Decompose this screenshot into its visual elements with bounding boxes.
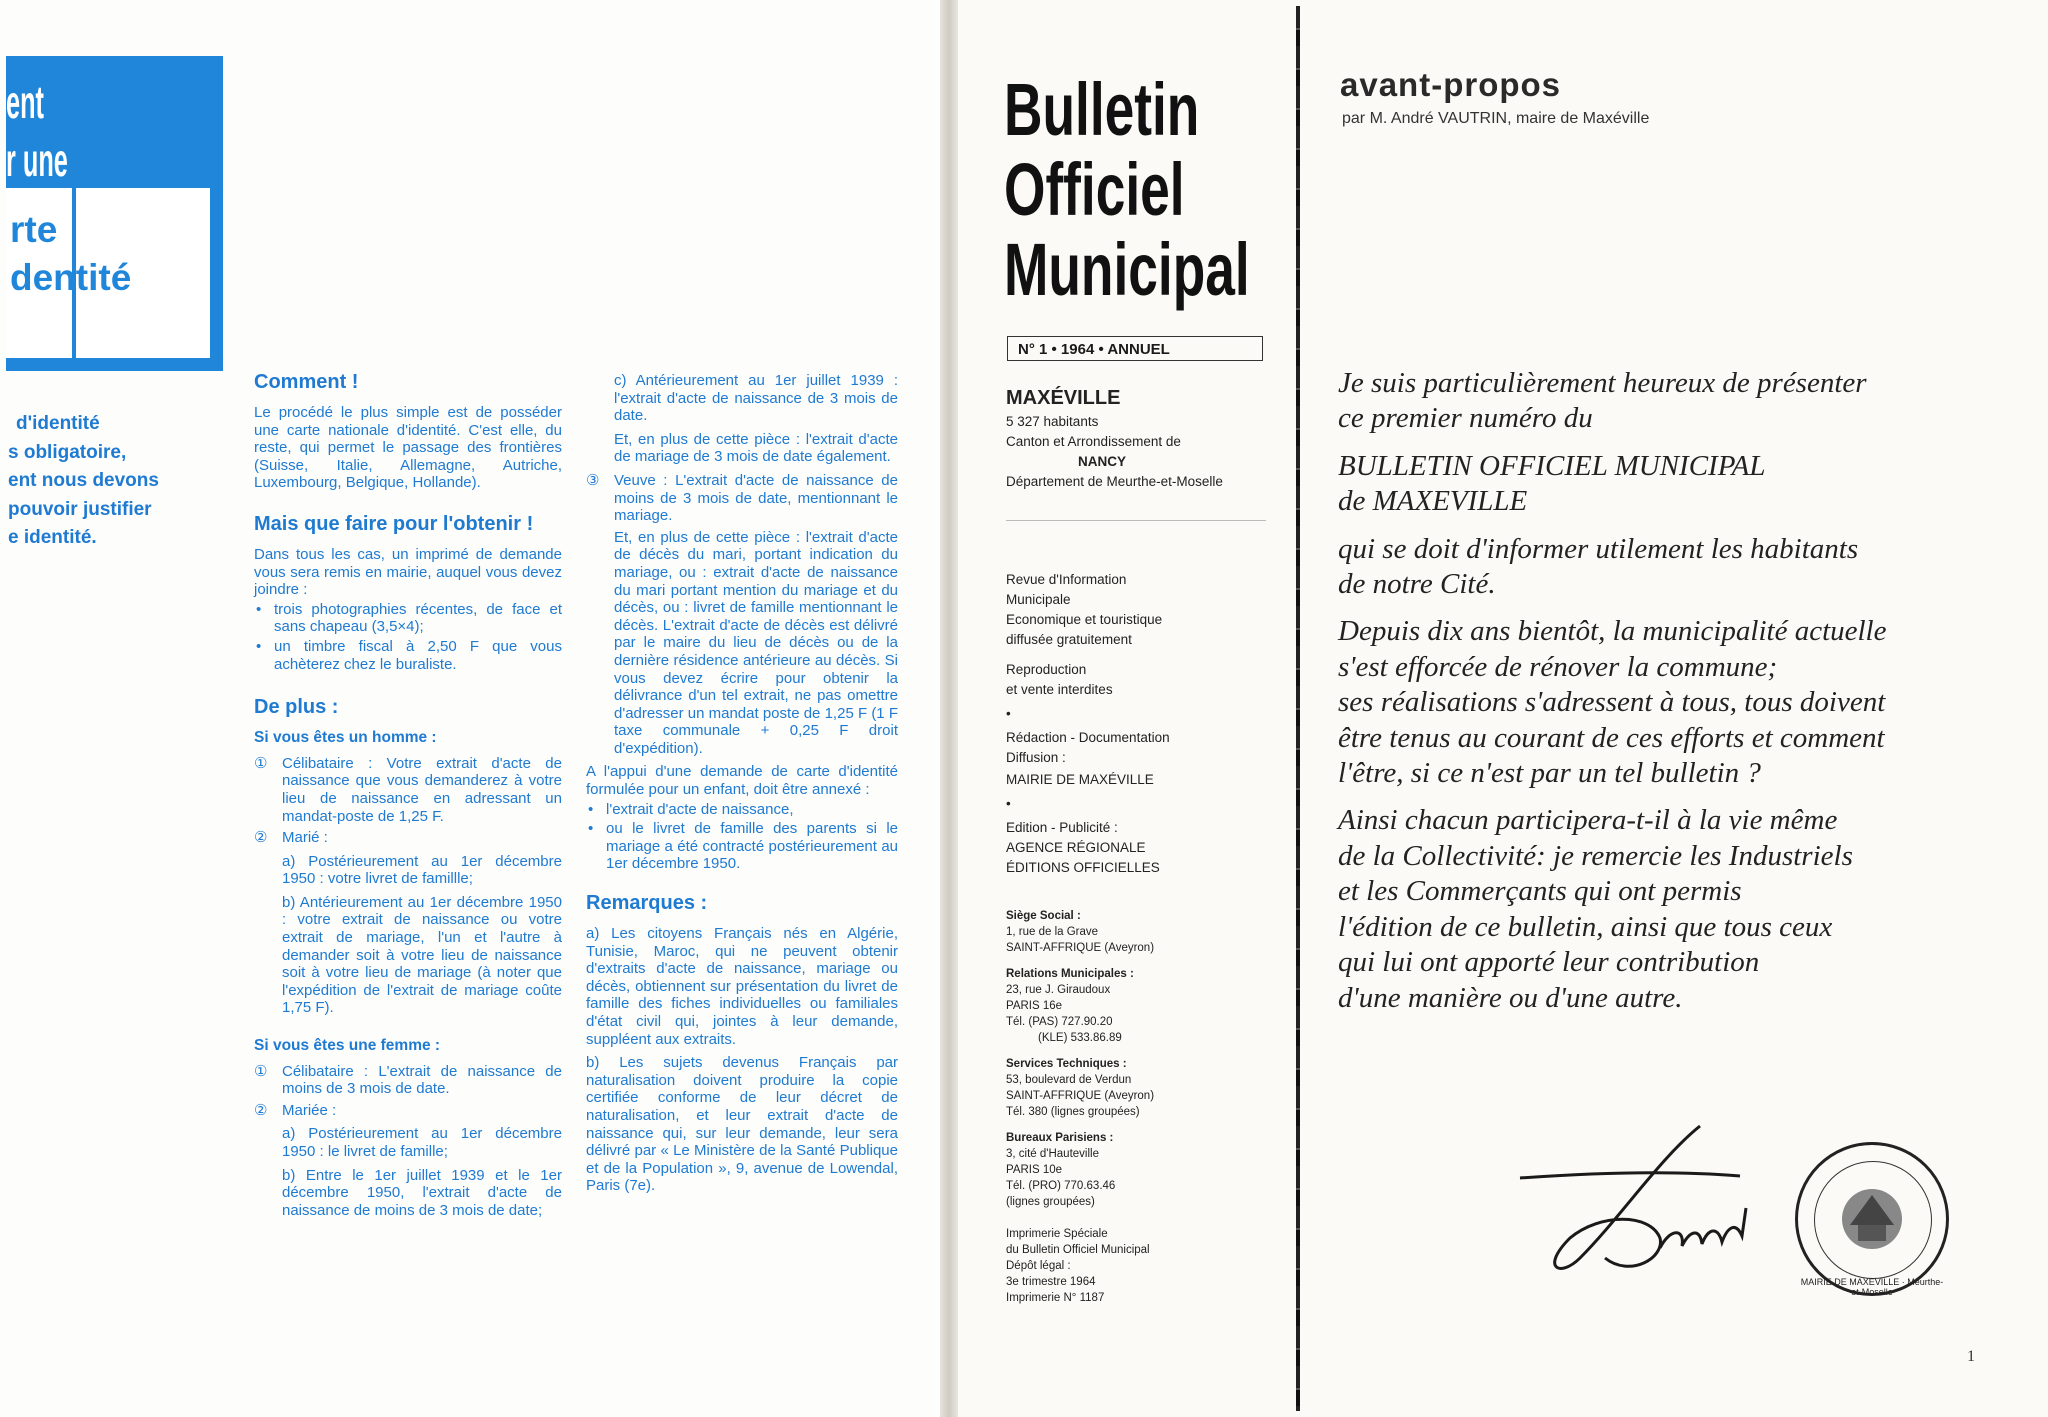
paragraph — [1338, 614, 1886, 791]
paragraph — [1338, 803, 1886, 1015]
block-line-2: r une — [6, 134, 68, 186]
info-line: et vente interdites — [1006, 682, 1113, 697]
addresses — [1006, 908, 1154, 1306]
address-line: Relations Municipales : — [1006, 968, 1134, 980]
address-line: Imprimerie Spéciale — [1006, 1228, 1108, 1240]
address-line: 3e trimestre 1964 — [1006, 1276, 1096, 1288]
info-line: ÉDITIONS OFFICIELLES — [1006, 860, 1160, 875]
article-column-1 — [254, 370, 562, 1225]
text-line: qui lui ont apporté leur contribution — [1338, 946, 1760, 979]
text-line: l'édition de ce bulletin, ainsi que tous ceux — [1338, 910, 1833, 943]
box-line-2: dentité — [10, 257, 132, 298]
address-line: PARIS 10e — [1006, 1164, 1063, 1176]
signature-icon — [1510, 1118, 1810, 1288]
sub-item: a) Postérieurement au 1er décembre 1950 : le livret de famille; — [282, 1125, 562, 1160]
mais-heading: Mais que faire pour l'obtenir ! — [254, 512, 534, 535]
address-line: Dépôt légal : — [1006, 1260, 1071, 1272]
masthead-line-2: Officiel — [1004, 148, 1185, 231]
address-line: (KLE) 533.86.89 — [1038, 1032, 1122, 1044]
address-line: du Bulletin Officiel Municipal — [1006, 1244, 1150, 1256]
address-line: SAINT-AFFRIQUE (Aveyron) — [1006, 1090, 1155, 1102]
address-line: Imprimerie N° 1187 — [1006, 1292, 1105, 1304]
vertical-rule — [1296, 6, 1300, 1411]
text-line: Ainsi chacun participera-t-il à la vie même — [1338, 804, 1838, 837]
plus-heading: De plus : — [254, 696, 339, 719]
info-line: Edition - Publicité : — [1006, 820, 1118, 835]
article-column-2 — [586, 372, 898, 1197]
masthead-line-1: Bulletin — [1004, 68, 1200, 151]
lead-line-2: s obligatoire, — [8, 441, 127, 463]
page-number: 1 — [1967, 1348, 1975, 1365]
town-line: Canton et Arrondissement de — [1006, 434, 1181, 449]
text-line: et les Commerçants qui ont permis — [1338, 875, 1742, 908]
text-line: qui se doit d'informer utilement les habitants — [1338, 532, 1859, 565]
address-line: 23, rue J. Giraudoux — [1006, 984, 1111, 996]
list-item: • trois photographies récentes, de face et sans chapeau (3,5×4); — [256, 600, 562, 636]
masthead — [1004, 70, 1250, 310]
info-line: Reproduction — [1006, 662, 1087, 677]
bullet-dot: • — [1006, 706, 1011, 721]
remarques-heading: Remarques : — [586, 892, 708, 915]
issue-box: N° 1 • 1964 • ANNUEL — [1007, 336, 1263, 361]
comment-heading: Comment ! — [254, 371, 359, 393]
text-line: Je suis particulièrement heureux de présenter — [1338, 367, 1867, 399]
avant-propos-title: avant-propos — [1340, 66, 1562, 103]
info-line: Diffusion : — [1006, 750, 1066, 765]
mairie-seal — [1795, 1142, 1949, 1296]
info-line: AGENCE RÉGIONALE — [1006, 840, 1146, 855]
address-line: Tél. (PAS) 727.90.20 — [1006, 1016, 1113, 1028]
seal-emblem-icon — [1798, 1145, 1946, 1293]
page-gutter — [940, 0, 958, 1417]
text-line: de MAXEVILLE — [1338, 485, 1528, 518]
masthead-line-3: Municipal — [1004, 228, 1250, 311]
publication-info — [1006, 570, 1170, 878]
address-line: SAINT-AFFRIQUE (Aveyron) — [1006, 942, 1155, 954]
list-item: • un timbre fiscal à 2,50 F que vous achèterez chez le buraliste. — [256, 637, 562, 673]
paragraph — [1338, 449, 1886, 520]
seal-text: MAIRIE DE MAXEVILLE · Meurthe-et-Moselle — [1800, 1277, 1944, 1297]
sub-item: c) Antérieurement au 1er juillet 1939 : l'extrait d'acte de naissance de 3 mois de date. — [614, 372, 898, 425]
list-item: ② Mariée : — [254, 1101, 337, 1119]
text-line: de la Collectivité: je remercie les Industriels — [1338, 839, 1853, 872]
paragraph — [1338, 366, 1886, 437]
divider — [1006, 520, 1266, 521]
text-line: s'est efforcée de rénover la commune; — [1338, 650, 1778, 683]
address-line: Bureaux Parisiens : — [1006, 1132, 1114, 1144]
lead-line-4: pouvoir justifier — [8, 498, 152, 520]
text-line: l'être, si ce n'est par un tel bulletin ? — [1338, 757, 1761, 790]
comment-text: Le procédé le plus simple est de posséder une carte nationale d'identité. C'est elle, du reste, qui permet le passage des frontières (Suisse, Italie, Allemagne, Autriche, Luxembourg, Belgique, Hollande). — [254, 404, 562, 492]
list-item: ③ Veuve : L'extrait d'acte de naissance de moins de 3 mois de date, mentionnant le mariage. — [586, 471, 898, 525]
text-line: ce premier numéro du — [1338, 402, 1593, 435]
list-item: • ou le livret de famille des parents si le mariage a été contracté postérieurement au 1er décembre 1950. — [588, 820, 898, 873]
address-line: Tél. 380 (lignes groupées) — [1006, 1106, 1140, 1118]
appui-text: A l'appui d'une demande de carte d'identité formulée pour un enfant, doit être annexé : — [586, 763, 898, 799]
town-line: 5 327 habitants — [1006, 414, 1099, 429]
homme-heading: Si vous êtes un homme : — [254, 729, 437, 747]
sub-item: b) Antérieurement au 1er décembre 1950 : votre extrait de naissance ou votre extrait de mariage, l'un et l'autre à demander soit à votre lieu de naissance soit à votre lieu de mariage (à noter que l'expédition de l'extrait de mariage coûte 1,75 F). — [282, 893, 562, 1017]
avant-propos-byline: par M. André VAUTRIN, maire de Maxéville — [1342, 110, 1650, 127]
bullet-dot: • — [1006, 796, 1011, 811]
paragraph — [1338, 532, 1886, 603]
info-line: diffusée gratuitement — [1006, 632, 1132, 647]
lead-line-1: d'identité — [16, 413, 100, 434]
text-line: être tenus au courant de ces efforts et comment — [1338, 721, 1885, 754]
sub-item: b) Entre le 1er juillet 1939 et le 1er décembre 1950, l'extrait d'acte de naissance de moins de 3 mois de date; — [282, 1166, 562, 1219]
text-line: ses réalisations s'adressent à tous, tous doivent — [1338, 686, 1886, 719]
lead-line-5: e identité. — [8, 527, 97, 548]
text-line: d'une manière ou d'une autre. — [1338, 981, 1683, 1014]
block-line-1: ent — [6, 76, 44, 128]
avant-propos-text — [1338, 366, 1886, 1028]
info-line: Municipale — [1006, 592, 1071, 607]
text-line: BULLETIN OFFICIEL MUNICIPAL — [1338, 449, 1766, 482]
remark-b: b) Les sujets devenus Français par naturalisation doivent produire la copie certifiée conforme de leur décret de naturalisation, et leur extrait d'acte de naissance qui, sur leur demande, leur sera délivré par « Le Ministère de la Santé Publique et de la Population », 9, avenue de Lowendal, Paris (7e). — [586, 1054, 898, 1195]
list-item: ① Célibataire : L'extrait de naissance de moins de 3 mois de date. — [254, 1062, 562, 1098]
mais-text: Dans tous les cas, un imprimé de demande vous sera remis en mairie, auquel vous devez joindre : — [254, 545, 562, 599]
left-page — [0, 0, 948, 1417]
lead-text — [8, 410, 159, 553]
info-line: Economique et touristique — [1006, 612, 1163, 627]
text-line: de notre Cité. — [1338, 568, 1496, 601]
list-item: • l'extrait d'acte de naissance, — [588, 800, 794, 818]
info-line: MAIRIE DE MAXÉVILLE — [1006, 772, 1154, 787]
info-line: Revue d'Information — [1006, 572, 1127, 587]
address-line: Services Techniques : — [1006, 1058, 1127, 1070]
address-line: 1, rue de la Grave — [1006, 926, 1099, 938]
sub-item: Et, en plus de cette pièce : l'extrait d'acte de mariage de 3 mois de date également. — [614, 430, 898, 466]
address-line: Tél. (PRO) 770.63.46 — [1006, 1180, 1116, 1192]
town-line: Département de Meurthe-et-Moselle — [1006, 474, 1223, 489]
address-line: 53, boulevard de Verdun — [1006, 1074, 1132, 1086]
list-item: ② Marié : — [254, 829, 328, 847]
town-name: MAXÉVILLE — [1006, 387, 1121, 409]
remark-a: a) Les citoyens Français nés en Algérie, Tunisie, Maroc, qui ne peuvent obtenir d'extraits d'acte de naissance, mariage ou décès, obtiennent sur présentation du livret de famille des fiches individuelles ou familiales d'état civil qui, jointes à leur demande, suppléent aux extraits. — [586, 925, 898, 1048]
box-line-1: rte — [10, 209, 58, 250]
text-line: Depuis dix ans bientôt, la municipalité actuelle — [1338, 615, 1887, 648]
lead-line-3: ent nous devons — [8, 470, 159, 491]
town-info — [1006, 384, 1223, 492]
femme-heading: Si vous êtes une femme : — [254, 1037, 441, 1055]
info-line: Rédaction - Documentation — [1006, 730, 1170, 745]
address-line: Siège Social : — [1006, 910, 1081, 922]
blue-title-block — [6, 56, 223, 371]
title-box-text — [10, 206, 131, 302]
sub-item: Et, en plus de cette pièce : l'extrait d'acte de décès du mari, portant indication du mariage, ou : extrait d'acte de naissance du mari portant mention du mariage et du décès, ou : livret de famille mentionnant le décès. L'extrait d'acte de décès est délivré par le maire du lieu de décès ou de la dernière résidence antérieure au décès. Si vous devez écrire pour obtenir la délivrance d'un tel extrait, ne pas omettre d'adresser un mandat poste de 1,25 F (1 F taxe communale + 0,25 F droit d'expédition). — [614, 528, 898, 757]
list-item: ① Célibataire : Votre extrait d'acte de naissance que vous demanderez à votre lieu de naissance en adressant un mandat-poste de 1,25 F. — [254, 754, 562, 825]
town-line: NANCY — [1078, 454, 1127, 469]
address-line: 3, cité d'Hauteville — [1006, 1148, 1099, 1160]
address-line: PARIS 16e — [1006, 1000, 1063, 1012]
address-line: (lignes groupées) — [1006, 1196, 1095, 1208]
sub-item: a) Postérieurement au 1er décembre 1950 : votre livret de famillle; — [282, 852, 562, 888]
